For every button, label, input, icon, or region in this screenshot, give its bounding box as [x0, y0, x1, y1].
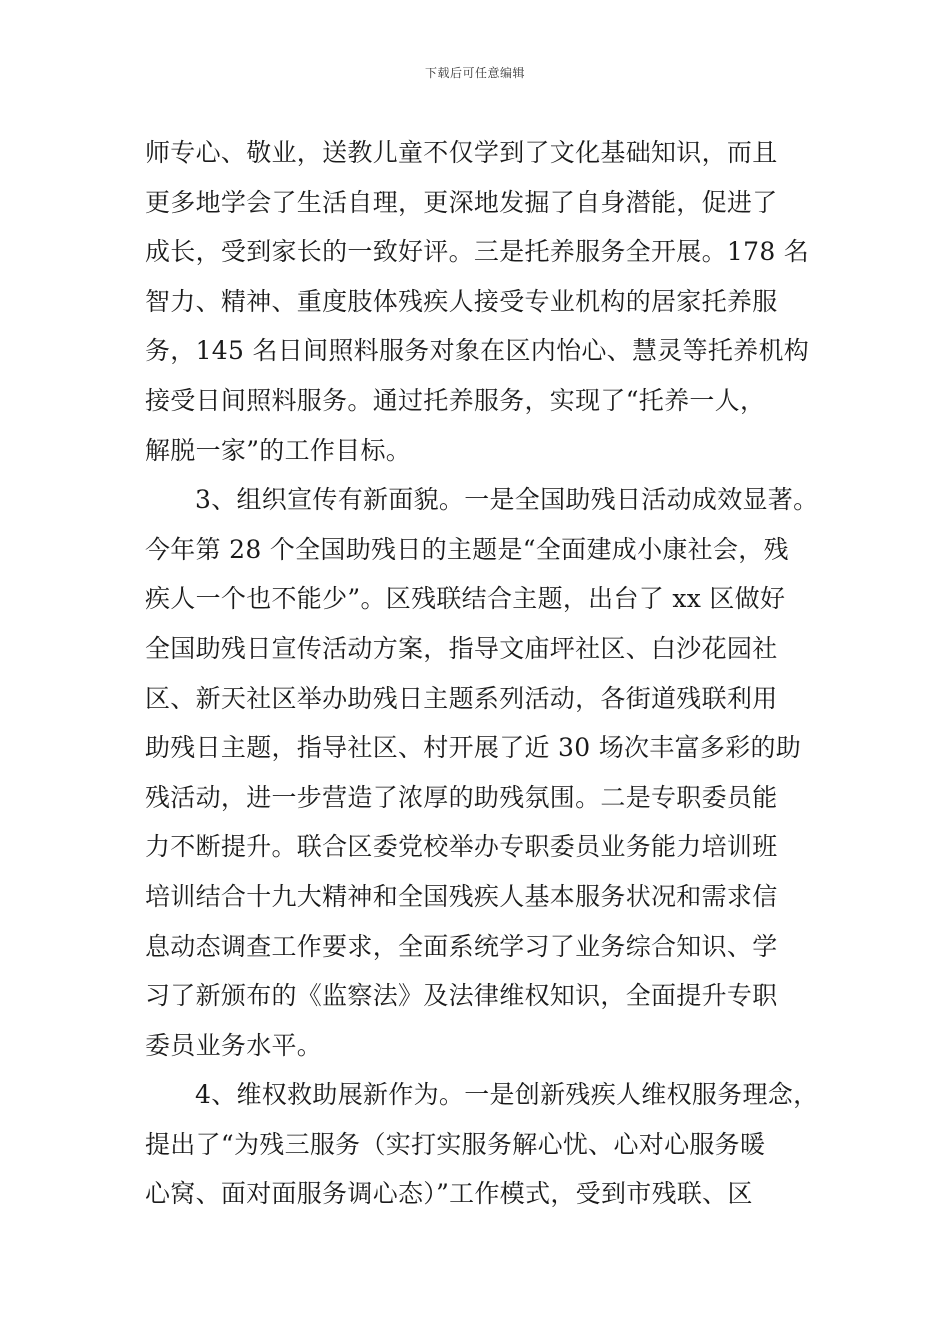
text-line: 今年第 28 个全国助残日的主题是“全面建成小康社会，残: [145, 534, 789, 564]
text-line: 解脱一家”的工作目标。: [145, 435, 412, 465]
text-line: 息动态调查工作要求，全面系统学习了业务综合知识、学: [145, 931, 778, 961]
document-body: [145, 128, 825, 1219]
text-line: 残活动，进一步营造了浓厚的助残氛围。二是专职委员能: [145, 782, 778, 812]
text-line: 接受日间照料服务。通过托养服务，实现了“托养一人，: [145, 385, 766, 415]
text-line: 委员业务水平。: [145, 1030, 323, 1060]
text-line: 疾人一个也不能少”。区残联结合主题，出台了 xx 区做好: [145, 584, 786, 614]
text-line: 师专心、敬业，送教儿童不仅学到了文化基础知识，而且: [145, 138, 778, 167]
text-line: 助残日主题，指导社区、村开展了近 30 场次丰富多彩的助: [145, 733, 802, 763]
text-line: 提出了“为残三服务（实打实服务解心忧、心对心服务暖: [145, 1129, 766, 1159]
text-line: 全国助残日宣传活动方案，指导文庙坪社区、白沙花园社: [145, 633, 778, 663]
text-line: 培训结合十九大精神和全国残疾人基本服务状况和需求信: [145, 881, 778, 911]
text-line: 更多地学会了生活自理，更深地发掘了自身潜能，促进了: [145, 187, 778, 217]
page-header: 下载后可任意编辑: [424, 66, 525, 80]
text-line: 成长，受到家长的一致好评。三是托养服务全开展。178 名: [145, 237, 810, 267]
text-line: 智力、精神、重度肢体残疾人接受专业机构的居家托养服: [145, 286, 778, 316]
text-line: 心窝、面对面服务调心态）”工作模式，受到市残联、区: [145, 1179, 753, 1209]
paragraph-3-first-line: 3、组织宣传有新面貌。一是全国助残日活动成效显著。: [195, 485, 819, 515]
paragraph-4-first-line: 4、维权救助展新作为。一是创新残疾人维权服务理念，: [195, 1080, 819, 1110]
text-line: 区、新天社区举办助残日主题系列活动，各街道残联利用: [145, 683, 778, 713]
text-line: 务，145 名日间照料服务对象在区内怡心、慧灵等托养机构: [145, 336, 810, 366]
text-line: 力不断提升。联合区委党校举办专职委员业务能力培训班: [145, 832, 778, 862]
text-line: 习了新颁布的《监察法》及法律维权知识，全面提升专职: [145, 981, 778, 1011]
